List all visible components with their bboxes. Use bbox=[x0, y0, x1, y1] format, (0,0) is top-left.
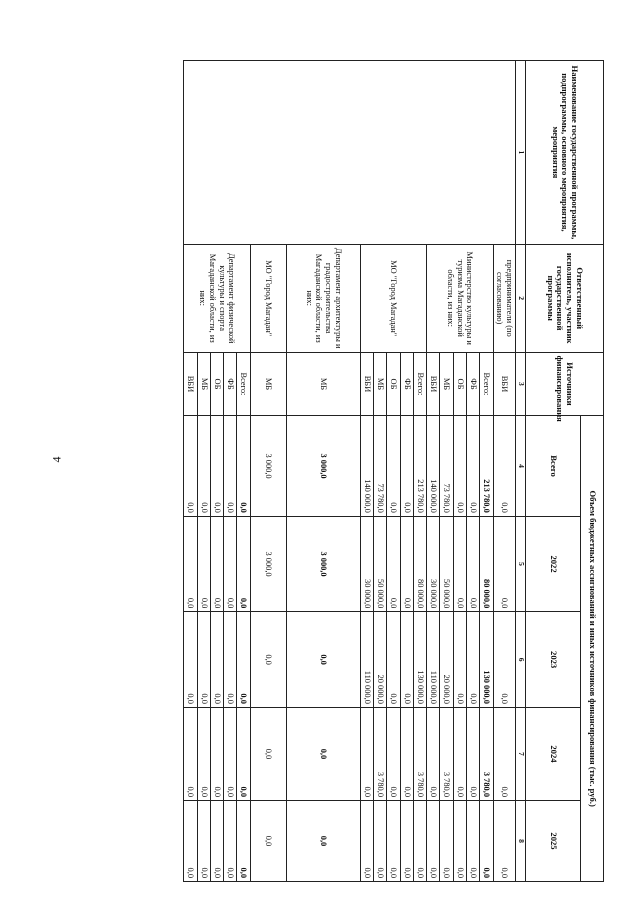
value-cell: 0,0 bbox=[427, 801, 440, 882]
value-cell: 0,0 bbox=[413, 801, 426, 882]
value-cell: 3 000,0 bbox=[286, 416, 360, 516]
value-cell: 0,0 bbox=[197, 801, 210, 882]
rotated-table-container bbox=[183, 60, 604, 882]
source-cell: Всего: bbox=[237, 352, 250, 416]
value-cell: 0,0 bbox=[210, 516, 223, 612]
value-cell: 0,0 bbox=[480, 801, 493, 882]
source-cell: МБ bbox=[197, 352, 210, 416]
value-cell: 3 780,0 bbox=[440, 707, 453, 800]
header-volume: Объем бюджетных ассигнований и иных источников финансирования (тыс. руб.) bbox=[581, 416, 604, 882]
value-cell: 0,0 bbox=[197, 516, 210, 612]
executor-cell: Министерство культуры и туризма Магаданской области, из них: bbox=[427, 244, 493, 352]
executor-cell: Департамент физической культуры и спорта Магаданской области, из них: bbox=[184, 244, 250, 352]
value-cell: 0,0 bbox=[493, 612, 515, 708]
financing-table bbox=[183, 60, 604, 882]
header-name: Наименование государственной программы, подпрограммы, основного мероприятия, мероприятия bbox=[526, 61, 604, 245]
column-index: 8 bbox=[516, 801, 526, 882]
value-cell: 50 000,0 bbox=[374, 516, 387, 612]
value-cell: 0,0 bbox=[400, 707, 413, 800]
value-cell: 30 000,0 bbox=[427, 516, 440, 612]
value-cell: 213 780,0 bbox=[480, 416, 493, 516]
value-cell: 0,0 bbox=[467, 612, 480, 708]
value-cell: 0,0 bbox=[224, 801, 237, 882]
value-cell: 0,0 bbox=[493, 516, 515, 612]
value-cell: 213 780,0 bbox=[413, 416, 426, 516]
source-cell: ФБ bbox=[224, 352, 237, 416]
value-cell: 0,0 bbox=[237, 612, 250, 708]
value-cell: 0,0 bbox=[250, 801, 286, 882]
value-cell: 3 780,0 bbox=[413, 707, 426, 800]
value-cell: 0,0 bbox=[224, 612, 237, 708]
value-cell: 110 000,0 bbox=[427, 612, 440, 708]
value-cell: 140 000,0 bbox=[360, 416, 373, 516]
value-cell: 3 780,0 bbox=[374, 707, 387, 800]
value-cell: 0,0 bbox=[224, 516, 237, 612]
value-cell: 130 000,0 bbox=[413, 612, 426, 708]
value-cell: 0,0 bbox=[197, 612, 210, 708]
value-cell: 0,0 bbox=[210, 612, 223, 708]
source-cell: ФБ bbox=[467, 352, 480, 416]
value-cell: 0,0 bbox=[210, 707, 223, 800]
value-cell: 0,0 bbox=[493, 707, 515, 800]
value-cell: 20 000,0 bbox=[374, 612, 387, 708]
value-cell: 0,0 bbox=[400, 801, 413, 882]
source-cell: МБ bbox=[374, 352, 387, 416]
value-cell: 30 000,0 bbox=[360, 516, 373, 612]
source-cell: МБ bbox=[286, 352, 360, 416]
executor-cell: Департамент архитектуры и градостроительства Магаданской области, из них: bbox=[286, 244, 360, 352]
value-cell: 0,0 bbox=[453, 516, 466, 612]
value-cell: 3 780,0 bbox=[480, 707, 493, 800]
value-cell: 50 000,0 bbox=[440, 516, 453, 612]
value-cell: 0,0 bbox=[453, 801, 466, 882]
value-cell: 0,0 bbox=[184, 516, 197, 612]
value-cell: 0,0 bbox=[387, 612, 400, 708]
value-cell: 0,0 bbox=[387, 416, 400, 516]
source-cell: ОБ bbox=[387, 352, 400, 416]
value-cell: 0,0 bbox=[237, 801, 250, 882]
header-year: 2024 bbox=[526, 707, 581, 800]
value-cell: 0,0 bbox=[467, 416, 480, 516]
value-cell: 0,0 bbox=[224, 416, 237, 516]
source-cell: МБ bbox=[440, 352, 453, 416]
source-cell: Всего: bbox=[413, 352, 426, 416]
column-index: 2 bbox=[516, 244, 526, 352]
value-cell: 0,0 bbox=[453, 707, 466, 800]
value-cell: 0,0 bbox=[467, 707, 480, 800]
value-cell: 130 000,0 bbox=[480, 612, 493, 708]
value-cell: 0,0 bbox=[453, 416, 466, 516]
header-year: 2022 bbox=[526, 516, 581, 612]
value-cell: 110 000,0 bbox=[360, 612, 373, 708]
value-cell: 0,0 bbox=[387, 801, 400, 882]
value-cell: 0,0 bbox=[237, 516, 250, 612]
value-cell: 73 780,0 bbox=[374, 416, 387, 516]
column-index: 7 bbox=[516, 707, 526, 800]
column-index: 1 bbox=[516, 61, 526, 245]
value-cell: 0,0 bbox=[387, 707, 400, 800]
header-executor: Ответственный исполнитель, участник государственной программы bbox=[526, 244, 604, 352]
source-cell: ВБИ bbox=[493, 352, 515, 416]
source-cell: Всего: bbox=[480, 352, 493, 416]
value-cell: 0,0 bbox=[467, 516, 480, 612]
value-cell: 0,0 bbox=[197, 416, 210, 516]
executor-cell: предприниматели (по согласованию) bbox=[493, 244, 515, 352]
value-cell: 0,0 bbox=[184, 801, 197, 882]
value-cell: 0,0 bbox=[184, 416, 197, 516]
value-cell: 0,0 bbox=[237, 416, 250, 516]
source-cell: ВБИ bbox=[360, 352, 373, 416]
value-cell: 0,0 bbox=[250, 707, 286, 800]
header-source: Источники финансирования bbox=[526, 352, 604, 416]
source-cell: ОБ bbox=[210, 352, 223, 416]
table-body bbox=[184, 61, 516, 882]
value-cell: 0,0 bbox=[184, 707, 197, 800]
value-cell: 0,0 bbox=[427, 707, 440, 800]
value-cell: 0,0 bbox=[197, 707, 210, 800]
source-cell: ОБ bbox=[453, 352, 466, 416]
value-cell: 80 000,0 bbox=[413, 516, 426, 612]
table-row bbox=[493, 61, 515, 882]
column-index: 3 bbox=[516, 352, 526, 416]
value-cell: 0,0 bbox=[400, 516, 413, 612]
value-cell: 73 780,0 bbox=[440, 416, 453, 516]
value-cell: 0,0 bbox=[360, 707, 373, 800]
value-cell: 0,0 bbox=[184, 612, 197, 708]
source-cell: ФБ bbox=[400, 352, 413, 416]
header-year: Всего bbox=[526, 416, 581, 516]
source-cell: ВБИ bbox=[184, 352, 197, 416]
value-cell: 3 000,0 bbox=[250, 416, 286, 516]
value-cell: 0,0 bbox=[400, 416, 413, 516]
program-name-cell bbox=[184, 61, 516, 245]
executor-cell: МО "Город Магадан" bbox=[250, 244, 286, 352]
header-year: 2025 bbox=[526, 801, 581, 882]
value-cell: 0,0 bbox=[286, 801, 360, 882]
column-index: 4 bbox=[516, 416, 526, 516]
value-cell: 3 000,0 bbox=[286, 516, 360, 612]
executor-cell: МО "Город Магадан" bbox=[360, 244, 426, 352]
header-year: 2023 bbox=[526, 612, 581, 708]
value-cell: 80 000,0 bbox=[480, 516, 493, 612]
value-cell: 0,0 bbox=[210, 801, 223, 882]
value-cell: 0,0 bbox=[210, 416, 223, 516]
value-cell: 0,0 bbox=[360, 801, 373, 882]
value-cell: 0,0 bbox=[493, 416, 515, 516]
value-cell: 0,0 bbox=[224, 707, 237, 800]
value-cell: 0,0 bbox=[453, 612, 466, 708]
value-cell: 0,0 bbox=[374, 801, 387, 882]
source-cell: ВБИ bbox=[427, 352, 440, 416]
source-cell: МБ bbox=[250, 352, 286, 416]
value-cell: 0,0 bbox=[493, 801, 515, 882]
value-cell: 3 000,0 bbox=[250, 516, 286, 612]
value-cell: 0,0 bbox=[286, 612, 360, 708]
value-cell: 0,0 bbox=[237, 707, 250, 800]
value-cell: 20 000,0 bbox=[440, 612, 453, 708]
value-cell: 0,0 bbox=[286, 707, 360, 800]
value-cell: 140 000,0 bbox=[427, 416, 440, 516]
page-number: 4 bbox=[49, 456, 64, 463]
value-cell: 0,0 bbox=[250, 612, 286, 708]
value-cell: 0,0 bbox=[440, 801, 453, 882]
value-cell: 0,0 bbox=[400, 612, 413, 708]
column-index: 6 bbox=[516, 612, 526, 708]
value-cell: 0,0 bbox=[467, 801, 480, 882]
column-index: 5 bbox=[516, 516, 526, 612]
value-cell: 0,0 bbox=[387, 516, 400, 612]
